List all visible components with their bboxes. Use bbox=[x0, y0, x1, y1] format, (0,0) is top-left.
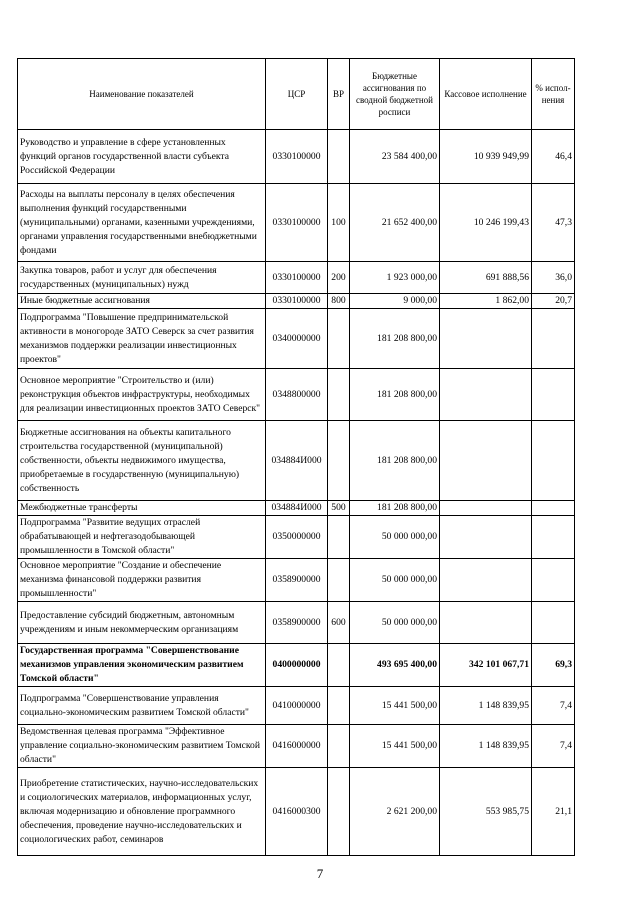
header-budget: Бюджетные ассигнования по сводной бюджетной росписи bbox=[350, 59, 440, 130]
row-name: Основное мероприятие "Создание и обеспечение механизма финансовой поддержки развития промышленности" bbox=[18, 559, 266, 602]
table-row bbox=[18, 559, 575, 602]
row-percent bbox=[532, 369, 575, 421]
row-csr: 0330100000 bbox=[266, 294, 328, 309]
row-cash bbox=[440, 559, 532, 602]
table-row bbox=[18, 644, 575, 687]
row-name: Подпрограмма "Совершенствование управления социально-экономическим развитием Томской области" bbox=[18, 687, 266, 725]
row-percent bbox=[532, 516, 575, 559]
row-budget: 21 652 400,00 bbox=[350, 184, 440, 262]
row-vr bbox=[328, 687, 350, 725]
row-percent bbox=[532, 309, 575, 369]
table-body bbox=[18, 130, 575, 856]
row-vr bbox=[328, 130, 350, 184]
table-row bbox=[18, 294, 575, 309]
row-budget: 15 441 500,00 bbox=[350, 687, 440, 725]
row-percent bbox=[532, 501, 575, 516]
row-name: Подпрограмма "Повышение предпринимательской активности в моногороде ЗАТО Северск за счет развития механизмов поддержки реализации инвестиционных проектов" bbox=[18, 309, 266, 369]
row-name: Расходы на выплаты персоналу в целях обеспечения выполнения функций государственными (муниципальными) органами, казенными учреждениями, органами управления государственными внебюджетными фондами bbox=[18, 184, 266, 262]
row-percent bbox=[532, 421, 575, 501]
row-cash bbox=[440, 602, 532, 644]
row-budget: 1 923 000,00 bbox=[350, 262, 440, 294]
row-percent: 47,3 bbox=[532, 184, 575, 262]
row-vr bbox=[328, 768, 350, 856]
row-budget: 50 000 000,00 bbox=[350, 559, 440, 602]
row-cash bbox=[440, 309, 532, 369]
row-cash bbox=[440, 516, 532, 559]
row-budget: 493 695 400,00 bbox=[350, 644, 440, 687]
row-csr: 0358900000 bbox=[266, 602, 328, 644]
row-vr: 600 bbox=[328, 602, 350, 644]
row-vr bbox=[328, 644, 350, 687]
table-row bbox=[18, 501, 575, 516]
row-percent: 20,7 bbox=[532, 294, 575, 309]
row-name: Руководство и управление в сфере установленных функций органов государственной власти субъекта Российской Федерации bbox=[18, 130, 266, 184]
row-budget: 9 000,00 bbox=[350, 294, 440, 309]
row-cash bbox=[440, 501, 532, 516]
row-percent: 7,4 bbox=[532, 725, 575, 768]
row-cash bbox=[440, 369, 532, 421]
table-row bbox=[18, 602, 575, 644]
table-row bbox=[18, 130, 575, 184]
row-name: Предоставление субсидий бюджетным, автономным учреждениям и иным некоммерческим организациям bbox=[18, 602, 266, 644]
row-vr: 500 bbox=[328, 501, 350, 516]
row-percent bbox=[532, 602, 575, 644]
table-row bbox=[18, 768, 575, 856]
row-csr: 034884И000 bbox=[266, 421, 328, 501]
row-vr: 200 bbox=[328, 262, 350, 294]
row-csr: 0416000000 bbox=[266, 725, 328, 768]
header-csr: ЦСР bbox=[266, 59, 328, 130]
header-name: Наименование показателей bbox=[18, 59, 266, 130]
row-vr bbox=[328, 421, 350, 501]
row-csr: 0330100000 bbox=[266, 262, 328, 294]
row-csr: 0340000000 bbox=[266, 309, 328, 369]
table-row bbox=[18, 184, 575, 262]
row-budget: 50 000 000,00 bbox=[350, 516, 440, 559]
row-cash: 1 148 839,95 bbox=[440, 725, 532, 768]
row-cash: 10 939 949,99 bbox=[440, 130, 532, 184]
row-cash: 553 985,75 bbox=[440, 768, 532, 856]
row-name: Иные бюджетные ассигнования bbox=[18, 294, 266, 309]
row-vr: 800 bbox=[328, 294, 350, 309]
row-budget: 23 584 400,00 bbox=[350, 130, 440, 184]
row-percent: 7,4 bbox=[532, 687, 575, 725]
table-row bbox=[18, 725, 575, 768]
row-budget: 181 208 800,00 bbox=[350, 309, 440, 369]
row-vr bbox=[328, 516, 350, 559]
table-row bbox=[18, 687, 575, 725]
row-name: Межбюджетные трансферты bbox=[18, 501, 266, 516]
row-budget: 50 000 000,00 bbox=[350, 602, 440, 644]
row-name: Бюджетные ассигнования на объекты капитального строительства государственной (муниципальной) собственности, объекты недвижимого имущества, приобретаемые в государственную (муниципальную) собственность bbox=[18, 421, 266, 501]
row-budget: 181 208 800,00 bbox=[350, 501, 440, 516]
budget-table bbox=[17, 58, 575, 856]
row-cash: 1 862,00 bbox=[440, 294, 532, 309]
row-budget: 15 441 500,00 bbox=[350, 725, 440, 768]
row-vr bbox=[328, 309, 350, 369]
row-name: Ведомственная целевая программа "Эффективное управление социально-экономическим развитием Томской области" bbox=[18, 725, 266, 768]
header-vr: ВР bbox=[328, 59, 350, 130]
row-name: Государственная программа "Совершенствование механизмов управления экономическим развитием Томской области" bbox=[18, 644, 266, 687]
row-csr: 0348800000 bbox=[266, 369, 328, 421]
row-percent: 21,1 bbox=[532, 768, 575, 856]
row-csr: 034884И000 bbox=[266, 501, 328, 516]
row-csr: 0358900000 bbox=[266, 559, 328, 602]
table-row bbox=[18, 516, 575, 559]
row-csr: 0350000000 bbox=[266, 516, 328, 559]
row-vr bbox=[328, 559, 350, 602]
table-row bbox=[18, 369, 575, 421]
row-name: Закупка товаров, работ и услуг для обеспечения государственных (муниципальных) нужд bbox=[18, 262, 266, 294]
row-csr: 0400000000 bbox=[266, 644, 328, 687]
row-percent: 69,3 bbox=[532, 644, 575, 687]
row-csr: 0416000300 bbox=[266, 768, 328, 856]
row-cash: 691 888,56 bbox=[440, 262, 532, 294]
row-vr bbox=[328, 369, 350, 421]
page-number: 7 bbox=[316, 866, 324, 881]
row-vr bbox=[328, 725, 350, 768]
row-cash: 342 101 067,71 bbox=[440, 644, 532, 687]
row-budget: 2 621 200,00 bbox=[350, 768, 440, 856]
row-budget: 181 208 800,00 bbox=[350, 421, 440, 501]
row-percent: 36,0 bbox=[532, 262, 575, 294]
row-csr: 0330100000 bbox=[266, 130, 328, 184]
table-row bbox=[18, 262, 575, 294]
header-percent: % испол-нения bbox=[532, 59, 575, 130]
row-csr: 0410000000 bbox=[266, 687, 328, 725]
header-cash: Кассовое исполнение bbox=[440, 59, 532, 130]
row-percent: 46,4 bbox=[532, 130, 575, 184]
row-percent bbox=[532, 559, 575, 602]
row-cash bbox=[440, 421, 532, 501]
row-cash: 10 246 199,43 bbox=[440, 184, 532, 262]
row-csr: 0330100000 bbox=[266, 184, 328, 262]
row-name: Основное мероприятие "Строительство и (или) реконструкция объектов инфраструктуры, необходимых для реализации инвестиционных проектов ЗАТО Северск" bbox=[18, 369, 266, 421]
table-row bbox=[18, 309, 575, 369]
row-name: Приобретение статистических, научно-исследовательских и социологических материалов, информационных услуг, включая модернизацию и обновление программного обеспечения, проведение научно-исследовательских и социологических работ, семинаров bbox=[18, 768, 266, 856]
row-budget: 181 208 800,00 bbox=[350, 369, 440, 421]
row-name: Подпрограмма "Развитие ведущих отраслей обрабатывающей и нефтегазодобывающей промышленности в Томской области" bbox=[18, 516, 266, 559]
row-vr: 100 bbox=[328, 184, 350, 262]
row-cash: 1 148 839,95 bbox=[440, 687, 532, 725]
table-row bbox=[18, 421, 575, 501]
